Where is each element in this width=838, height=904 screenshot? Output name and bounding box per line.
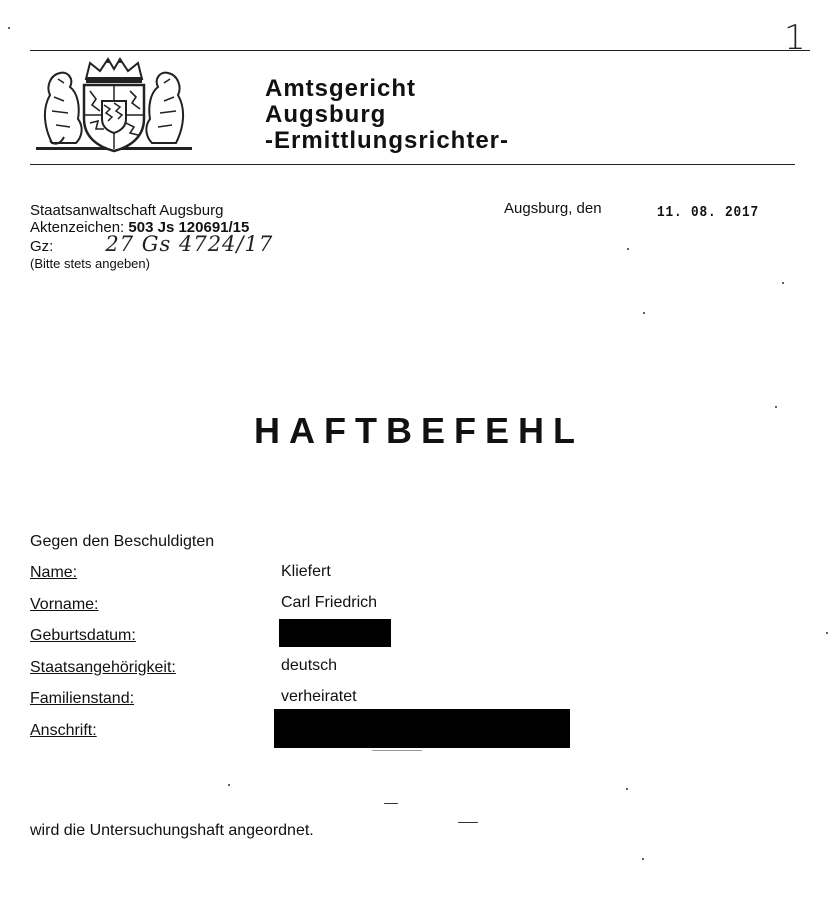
prosecutor-office: Staatsanwaltschaft Augsburg — [30, 202, 224, 219]
court-heading — [265, 76, 509, 154]
scan-speck — [643, 312, 645, 314]
scan-speck — [8, 27, 10, 29]
file-number-label: Aktenzeichen: — [30, 219, 129, 236]
scan-speck — [626, 788, 628, 790]
scan-speck — [782, 282, 784, 284]
header-rule-bottom — [30, 164, 795, 165]
header-rule-top — [30, 50, 810, 51]
court-city: Augsburg — [265, 101, 387, 128]
court-reference-row — [30, 232, 274, 256]
field-label-name: Name: — [30, 564, 78, 581]
date-label: Augsburg, den — [504, 200, 602, 217]
field-label-birth-date: Geburtsdatum: — [30, 627, 136, 644]
reference-hint: (Bitte stets angeben) — [30, 256, 150, 271]
field-label-marital-status: Familienstand: — [30, 690, 135, 707]
field-value-marital-status: verheiratet — [281, 688, 357, 705]
scan-speck — [228, 784, 230, 786]
scan-speck — [642, 858, 644, 860]
court-name: Amtsgericht — [265, 75, 417, 102]
redaction-birth-date — [279, 619, 391, 647]
bavarian-coat-of-arms-icon — [34, 57, 194, 155]
date-stamp: 11. 08. 2017 — [657, 204, 760, 221]
scan-speck — [826, 632, 828, 634]
redaction-address — [274, 709, 570, 748]
scan-speck — [384, 803, 398, 804]
scan-speck — [458, 822, 478, 823]
court-reference-handwritten: 27 Gs 4724/17 — [105, 232, 274, 256]
scan-speck — [775, 406, 777, 408]
field-value-nationality: deutsch — [281, 657, 338, 674]
file-number-value: 503 Js 120691/15 — [128, 219, 250, 236]
field-label-first-name: Vorname: — [30, 596, 99, 613]
field-label-nationality: Staatsangehörigkeit: — [30, 659, 176, 676]
field-value-name: Kliefert — [281, 563, 331, 580]
accused-intro: Gegen den Beschuldigten — [30, 533, 215, 550]
court-reference-label: Gz: — [30, 238, 54, 255]
scan-speck — [372, 750, 422, 751]
reference-block — [30, 202, 273, 272]
order-statement: wird die Untersuchungshaft angeordnet. — [30, 822, 314, 839]
scan-speck — [627, 248, 629, 250]
court-department: -Ermittlungsrichter- — [265, 127, 510, 154]
page-number: 1 — [784, 18, 806, 58]
field-label-address: Anschrift: — [30, 722, 97, 739]
document-title: HAFTBEFEHL — [254, 410, 584, 451]
field-value-first-name: Carl Friedrich — [281, 594, 378, 611]
